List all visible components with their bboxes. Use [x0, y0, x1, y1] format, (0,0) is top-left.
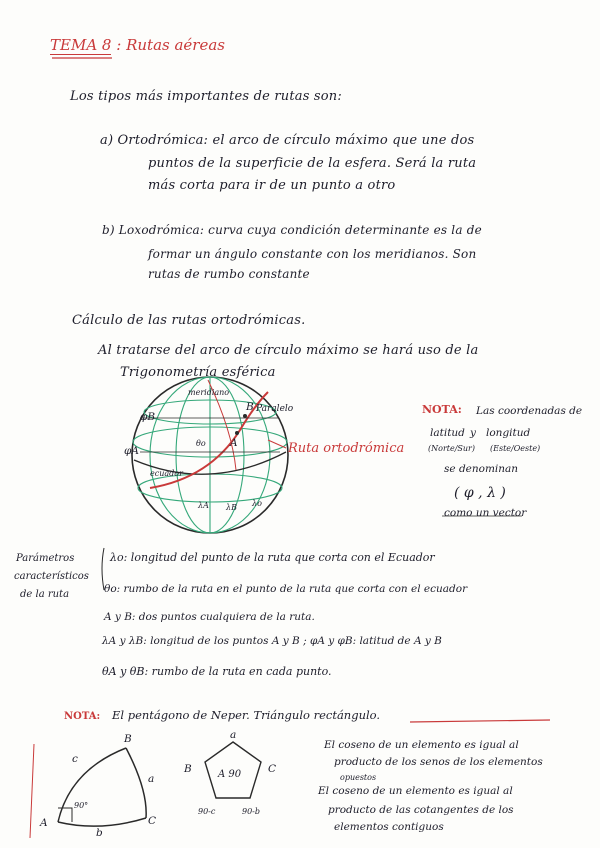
- params-side-3: de la ruta: [20, 589, 70, 600]
- param-lambda-o: λo: longitud del punto de la ruta que corta con el Ecuador: [110, 551, 435, 564]
- calc-line1: Al tratarse del arco de círculo máximo se hará uso de la: [98, 343, 479, 358]
- nota2-underline: [410, 720, 550, 722]
- point-a-dot: [235, 431, 239, 435]
- pent-a: a: [230, 729, 237, 741]
- calc-line2: Trigonometría esférica: [120, 365, 276, 380]
- nota2-label: NOTA:: [64, 711, 101, 722]
- type-a-line1: a) Ortodrómica: el arco de círculo máximo que une dos: [100, 133, 475, 148]
- type-a-line3: más corta para ir de un punto a otro: [148, 178, 396, 193]
- label-phi-a: φA: [124, 445, 139, 457]
- pent-90-c: 90-c: [198, 807, 216, 816]
- type-b-line3: rutas de rumbo constante: [148, 267, 310, 281]
- title-prefix: TEMA 8: [50, 36, 112, 54]
- title-colon: :: [116, 36, 122, 54]
- params-side-1: Parámetros: [16, 553, 75, 564]
- rule1-line2: producto de los senos de los elementos: [334, 756, 543, 768]
- tri-B: B: [124, 733, 132, 745]
- tri-b: b: [96, 827, 103, 839]
- nota2-text: El pentágono de Neper. Triángulo rectángulo.: [112, 708, 381, 722]
- tri-a: a: [148, 773, 155, 785]
- intro-line: Los tipos más importantes de rutas son:: [70, 89, 342, 104]
- pent-C: C: [268, 763, 277, 775]
- type-a-line2: puntos de la superficie de la esfera. Será la ruta: [148, 156, 477, 171]
- margin-line: [30, 744, 34, 838]
- nota1-longitud: longitud: [486, 427, 531, 439]
- label-lambda-o: λo: [252, 499, 262, 508]
- param-theta-o: θo: rumbo de la ruta en el punto de la ruta que corta con el ecuador: [104, 583, 468, 595]
- tri-angle: 90°: [74, 801, 89, 810]
- label-lambda-a: λA: [198, 501, 209, 510]
- rule2-line1: El coseno de un elemento es igual al: [318, 785, 513, 797]
- nota1-vector: ( φ , λ ): [454, 485, 506, 501]
- label-ecuador: ecuador: [150, 469, 183, 478]
- label-point-a: A: [230, 437, 238, 449]
- label-theta: θo: [196, 439, 206, 448]
- nota1-line1: Las coordenadas de: [476, 405, 583, 417]
- nota1-este-oeste: (Este/Oeste): [490, 444, 541, 453]
- title-topic: Rutas aéreas: [126, 36, 225, 54]
- nota1-label: NOTA:: [422, 403, 462, 416]
- page-title: [50, 38, 225, 53]
- param-a-b: A y B: dos puntos cualquiera de la ruta.: [104, 611, 315, 623]
- nota1-line6: como un vector: [444, 507, 527, 519]
- nota1-latitud: latitud: [430, 427, 465, 439]
- tri-c: c: [72, 753, 78, 765]
- tri-C: C: [148, 815, 157, 827]
- point-b-dot: [243, 414, 247, 418]
- calc-heading: Cálculo de las rutas ortodrómicas.: [72, 313, 306, 328]
- type-b-line2: formar un ángulo constante con los meridianos. Son: [148, 247, 477, 261]
- label-meridiano: meridiano: [188, 388, 230, 397]
- rule1-line3: opuestos: [340, 773, 377, 782]
- pent-B: B: [184, 763, 192, 775]
- label-paralelo: Paralelo: [256, 404, 294, 414]
- rule2-line3: elementos contiguos: [334, 821, 444, 833]
- rule2-line2: producto de las cotangentes de los: [328, 804, 514, 816]
- nota1-y: y: [470, 427, 476, 439]
- label-ruta-ortodromica: Ruta ortodrómica: [288, 441, 405, 456]
- tri-A: A: [40, 817, 48, 829]
- pent-90-b: 90-b: [242, 807, 261, 816]
- route-pointer: [268, 440, 286, 448]
- params-side-2: característicos: [14, 571, 89, 582]
- sphere-diagram: [132, 377, 288, 533]
- type-b-line1: b) Loxodrómica: curva cuya condición determinante es la de: [102, 223, 482, 237]
- nota1-norte-sur: (Norte/Sur): [428, 444, 475, 453]
- label-lambda-b: λB: [226, 503, 237, 512]
- param-rumbos: θA y θB: rumbo de la ruta en cada punto.: [102, 665, 332, 678]
- rule1-line1: El coseno de un elemento es igual al: [324, 739, 519, 751]
- label-point-b: B: [246, 401, 254, 413]
- nota1-line4: se denominan: [444, 463, 519, 475]
- label-phi-b: φB: [140, 411, 156, 423]
- param-longitudes: λA y λB: longitud de los puntos A y B ; φA y φB: latitud de A y B: [102, 635, 442, 647]
- pent-center: A 90: [218, 769, 242, 780]
